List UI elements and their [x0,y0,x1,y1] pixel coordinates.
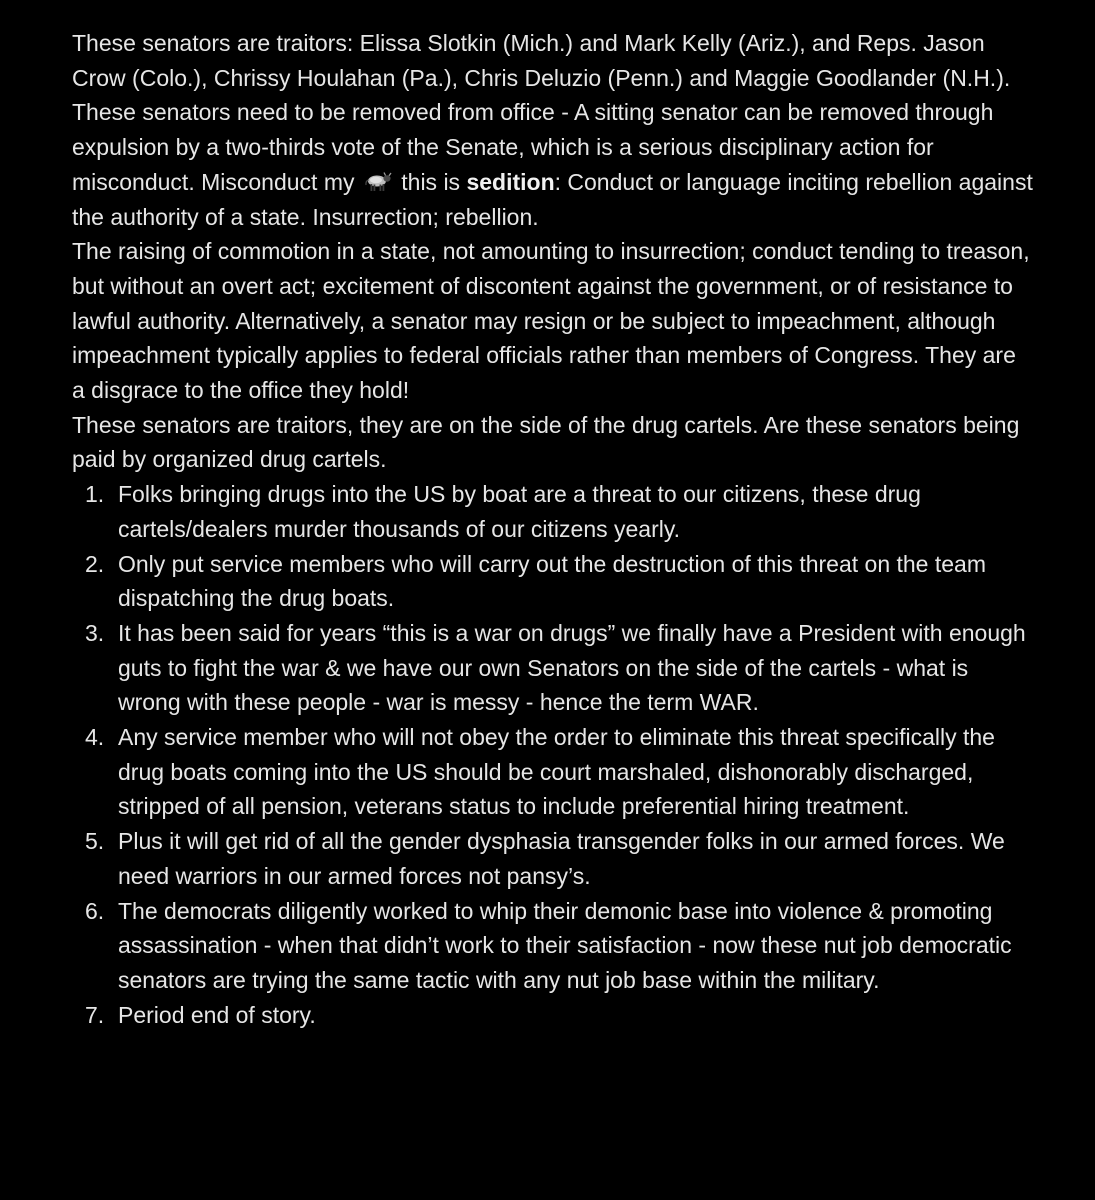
paragraph-cartels: These senators are traitors, they are on the side of the drug cartels. Are these senators being paid by organized drug cartels. [72,411,1020,473]
numbered-list [72,477,1035,1032]
list-item-text: Any service member who will not obey the order to eliminate this threat specifically the drug boats coming into the US should be court marshaled, dishonorably discharged, stripped of all pension, veterans status to include preferential hiring treatment. [118,724,995,820]
list-item-number: 1. [85,481,105,508]
list-item-number: 6. [85,897,105,924]
list-item-text: Period end of story. [118,1001,316,1028]
list-item-number: 7. [85,1001,105,1028]
list-item [72,998,1035,1033]
list-item-number: 5. [85,828,105,855]
list-item [72,477,1035,546]
bull-emoji-icon [363,168,393,190]
list-item [72,616,1035,720]
sedition-definition: : Conduct or language inciting rebellion against the authority of a state. Insurrection; rebellion. [72,168,1033,230]
paragraph-commotion-definition: The raising of commotion in a state, not amounting to insurrection; conduct tending to treason, but without an overt act; excitement of discontent against the government, or of resistance to lawful authority. Alternatively, a senator may resign or be subject to impeachment, although impeachment typically applies to federal officials rather than members of Congress. They are a disgrace to the office they hold! [72,238,1030,404]
paragraph-traitors-list: These senators are traitors: Elissa Slotkin (Mich.) and Mark Kelly (Ariz.), and Reps. Jason Crow (Colo.), Chrissy Houlahan (Pa.), Chris Deluzio (Penn.) and Maggie Goodlander (N.H.). [72,30,1011,91]
paragraph-removal-sedition [72,95,1035,234]
list-item [72,894,1035,998]
list-item [72,547,1035,616]
list-item-number: 2. [85,550,105,577]
paragraph-removal-text-after-icon: this is [394,168,467,195]
paragraph-removal-text: These senators need to be removed from office - A sitting senator can be removed through expulsion by a two-thirds vote of the Senate, which is a serious disciplinary action for misconduct. Misconduct my [72,99,994,195]
list-item-number: 3. [85,619,105,646]
list-item-text: Only put service members who will carry out the destruction of this threat on the team dispatching the drug boats. [118,550,986,612]
list-item-text: It has been said for years “this is a war on drugs” we finally have a President with enough guts to fight the war & we have our own Senators on the side of the cartels - what is wrong with these people - war is messy - hence the term WAR. [118,619,1026,716]
list-item-text: Plus it will get rid of all the gender dysphasia transgender folks in our armed forces. We need warriors in our armed forces not pansy’s. [118,828,1005,889]
list-item-text: The democrats diligently worked to whip their demonic base into violence & promoting assassination - when that didn’t work to their satisfaction - now these nut job democratic senators are trying the same tactic with any nut job base within the military. [118,897,1012,993]
list-item [72,824,1035,893]
sedition-term: sedition [466,168,555,195]
list-item [72,720,1035,824]
list-item-text: Folks bringing drugs into the US by boat are a threat to our citizens, these drug cartels/dealers murder thousands of our citizens yearly. [118,481,921,542]
list-item-number: 4. [85,724,105,751]
